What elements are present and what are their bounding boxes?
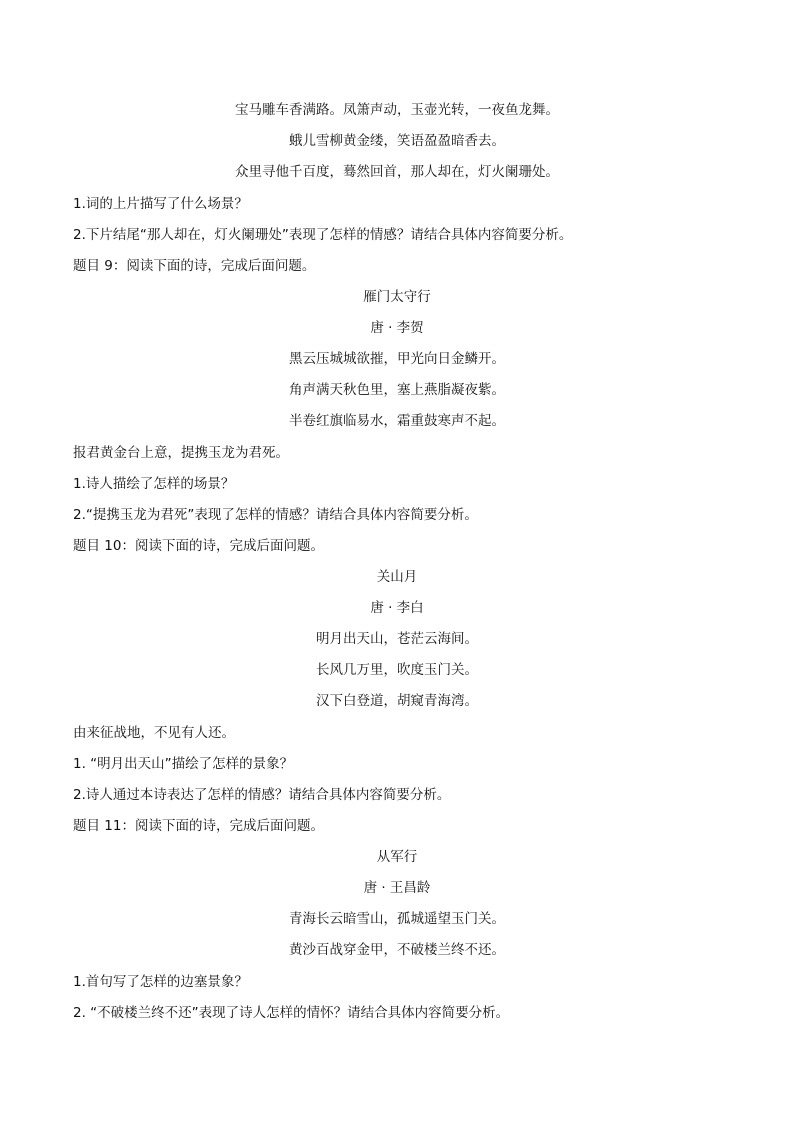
- poem-title: 雁门太守行: [363, 289, 431, 305]
- poem-line: 宝马雕车香满路。凤箫声动，玉壶光转，一夜鱼龙舞。: [235, 102, 559, 118]
- poem-line: 汉下白登道，胡窥青海湾。: [316, 693, 478, 709]
- poem-author: 唐 · 李白: [370, 600, 424, 616]
- question-heading: 题目 10：阅读下面的诗，完成后面问题。: [73, 538, 324, 554]
- poem-line: 由来征战地，不见有人还。: [73, 725, 235, 741]
- poem-line: 半卷红旗临易水，霜重鼓寒声不起。: [289, 413, 505, 429]
- poem-title: 关山月: [376, 569, 418, 585]
- poem-line: 长风几万里，吹度玉门关。: [316, 662, 478, 678]
- question-item: 1.诗人描绘了怎样的场景？: [73, 476, 235, 492]
- question-item: 2.“提携玉龙为君死”表现了怎样的情感？请结合具体内容简要分析。: [73, 507, 478, 523]
- poem-title: 从军行: [376, 849, 418, 865]
- question-item: 1. “明月出天山”描绘了怎样的景象？: [73, 756, 294, 772]
- poem-line: 报君黄金台上意，提携玉龙为君死。: [73, 445, 289, 461]
- poem-line: 众里寻他千百度，蓦然回首，那人却在，灯火阑珊处。: [235, 164, 559, 180]
- question-item: 2. “不破楼兰终不还”表现了诗人怎样的情怀？请结合具体内容简要分析。: [73, 1005, 510, 1021]
- question-heading: 题目 9：阅读下面的诗，完成后面问题。: [73, 258, 316, 274]
- poem-line: 蛾儿雪柳黄金缕，笑语盈盈暗香去。: [289, 133, 505, 149]
- question-item: 1.词的上片描写了什么场景？: [73, 196, 248, 212]
- poem-line: 黑云压城城欲摧，甲光向日金鳞开。: [289, 351, 505, 367]
- poem-line: 黄沙百战穿金甲，不破楼兰终不还。: [289, 942, 505, 958]
- poem-author: 唐 · 王昌龄: [363, 880, 431, 896]
- poem-author: 唐 · 李贺: [370, 320, 424, 336]
- poem-line: 青海长云暗雪山，孤城遥望玉门关。: [289, 911, 505, 927]
- question-heading: 题目 11：阅读下面的诗，完成后面问题。: [73, 818, 324, 834]
- poem-line: 明月出天山，苍茫云海间。: [316, 631, 478, 647]
- poem-line: 角声满天秋色里，塞上燕脂凝夜紫。: [289, 382, 505, 398]
- question-item: 1.首句写了怎样的边塞景象？: [73, 974, 248, 990]
- question-item: 2.下片结尾“那人却在，灯火阑珊处”表现了怎样的情感？请结合具体内容简要分析。: [73, 227, 573, 243]
- question-item: 2.诗人通过本诗表达了怎样的情感？请结合具体内容简要分析。: [73, 787, 451, 803]
